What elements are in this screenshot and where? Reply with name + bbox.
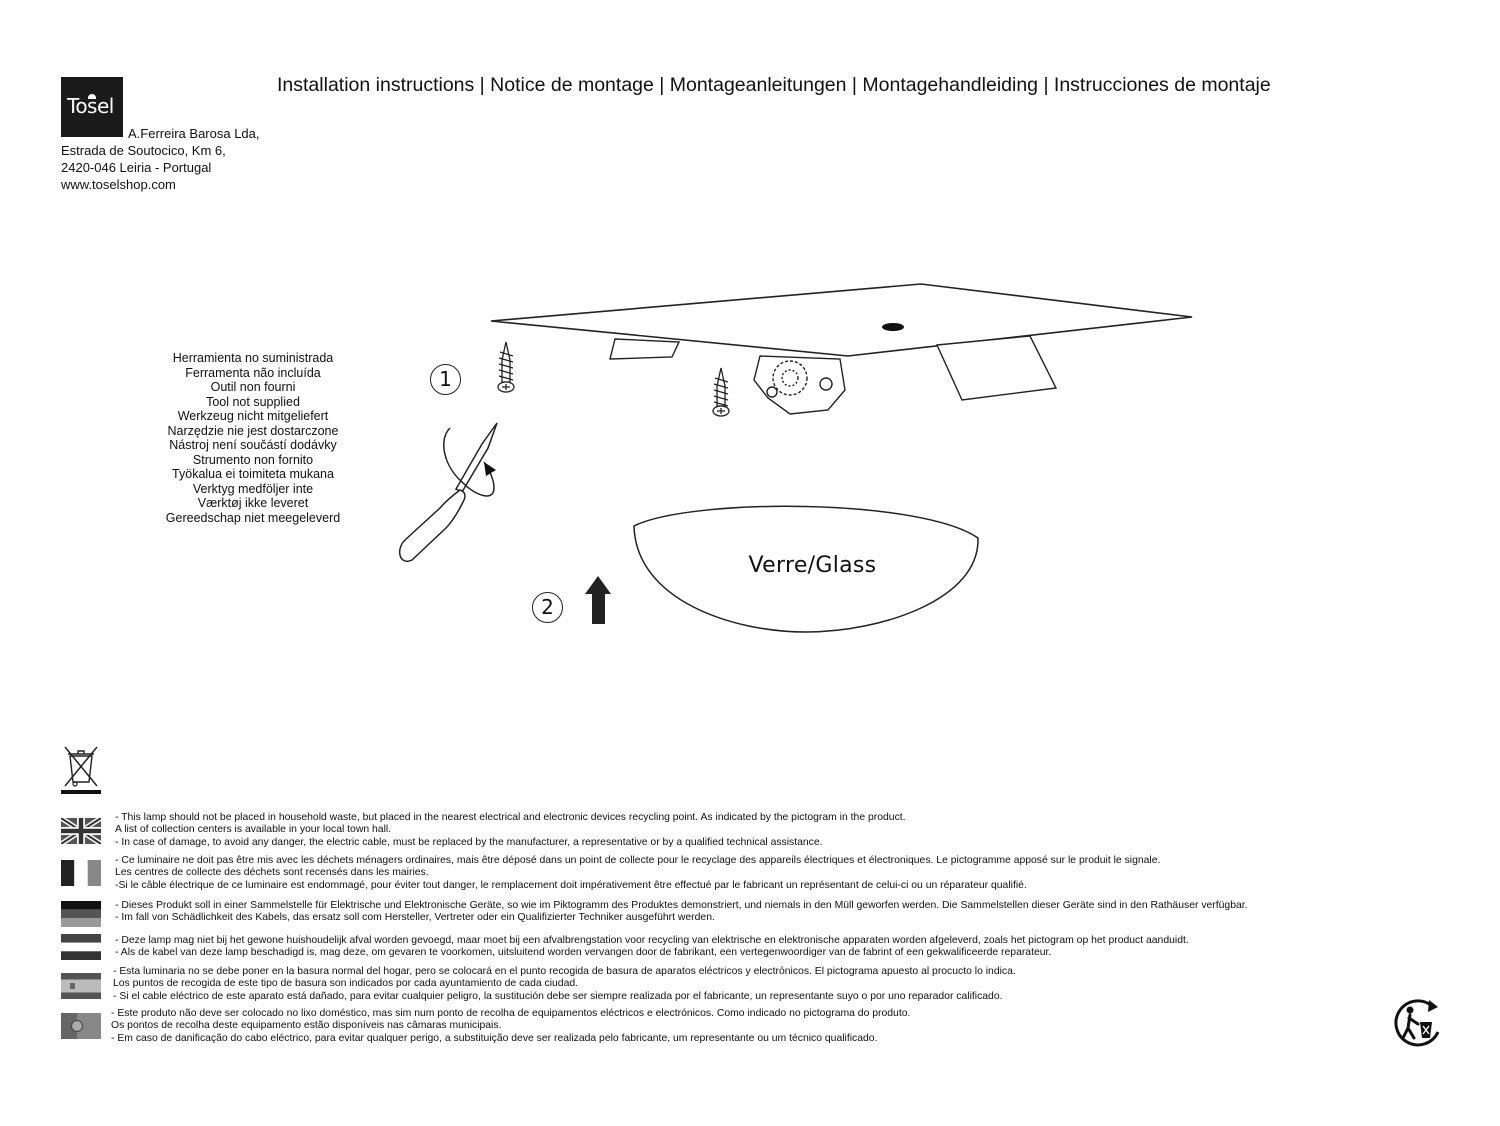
address-line-1: A.Ferreira Barosa Lda, [128,126,260,141]
disposal-nl-line-2: - Als de kabel van deze lamp beschadigd is, mag deze, om gevaren te voorkomen, uitsluitend worden vervangen door de fabrikant, een vertegenwoordiger van de fabrint of een gekwalificeerde reparateur. [115,947,1052,959]
tool-note-de: Werkzeug nicht mitgeliefert [177,409,329,423]
disposal-de-line-2: - Im fall von Schädlichkeit des Kabels, das ersatz soll com Hersteller, Vertreter oder ein Qualifizierter Techniker ausgeführt werden. [115,912,715,924]
page-title: Installation instructions | Notice de montage | Montageanleitungen | Montagehandleiding | Instrucciones de montaje [277,74,1271,96]
tool-note-en: Tool not supplied [206,394,300,409]
address-website: www.toselshop.com [61,177,176,192]
france-flag-icon [61,860,101,886]
spain-flag-icon [61,973,101,999]
step-number-2: 2 [532,592,563,623]
address-line-2: Estrada de Soutocico, Km 6, [61,143,226,158]
tool-note-nl: Gereedschap niet meegeleverd [165,510,341,525]
disposal-text-de [110,900,1248,925]
junction-box [754,356,845,414]
disposal-fr-line-3: -Si le câble électrique de ce luminaire est endommagé, pour éviter tout danger, le remplacement doit impérativement être effectué par le fabricant un représentant de celui-ci ou un réparateur qualifié. [115,879,1027,891]
disposal-nl-line-1: - Deze lamp mag niet bij het gewone huishoudelijk afval worden gevoegd, maar moet bij een afvalbrengstation voor recycling van elektrische en elektronische apparaten worden afgeleverd, zoals het pictogram op het product aanduidt. [115,935,1189,946]
disposal-pt-line-1: - Este produto não deve ser colocado no lixo doméstico, mas sim num ponto de recolha de equipamentos eléctricos e electrónicos. Como indicado no pictograma do produto. [111,1008,911,1019]
tool-note-cs: Nástroj není součástí dodávky [169,438,337,452]
tool-note-sv: Verktyg medföljer inte [192,481,314,496]
logo-text: Tosel [67,94,114,118]
screw-right [713,368,729,416]
disposal-es-line-2: Los puntos de recogida de este tipo de basura son indicados por cada ayuntamiento de cada ciudad. [113,978,579,990]
tool-note-es: Herramienta no suministrada [172,351,334,365]
disposal-es-line-3: - Si el cable eléctrico de este aparato está dañado, para evitar cualquier peligro, la sustitución debe ser siempre realizada por el fabricante, un representante suyo o por uno reparador calificado. [113,990,1003,1002]
disposal-pt-line-2: Os pontos de recolha deste equipamento estão disponíveis nas câmaras municipais. [111,1020,502,1032]
disposal-es-line-1: - Esta luminaria no se debe poner en la basura normal del hogar, pero se colocará en el punto recogida de basura de aparatos eléctricos y electrónicos. El pictograma apuesto al procucto lo indica. [113,966,1016,977]
disposal-fr-line-1: - Ce luminaire ne doit pas être mis avec les déchets ménagers ordinaires, mais être déposé dans un point de collecte pour le recyclage des appareils électriques et électroniques. Le pictogramme apposé sur le produit le signale. [115,855,1161,866]
recycle-person-icon [1392,998,1444,1050]
disposal-fr-line-2: Les centres de collecte des déchets sont recensés dans les mairies. [115,867,429,879]
tool-note-fr: Outil non fourni [210,380,296,394]
disposal-text-fr [110,855,1160,892]
arrow-up-icon [585,576,611,624]
disposal-en-line-2: A list of collection centers is available in your local town hall. [115,824,392,836]
step-number-1: 1 [430,364,461,395]
bracket-left [610,339,679,359]
ceiling-plane [491,284,1192,356]
disposal-pt-line-3: - Em caso de danificação do cabo eléctrico, para evitar qualquer perigo, a substituição deve ser realizada pelo fabricante, um representante ou um técnico qualificado. [111,1032,878,1044]
disposal-text-es [110,966,1016,1003]
tool-note-pl: Narzędzie nie jest dostarczone [167,423,339,438]
screw-left [498,342,514,392]
portugal-flag-icon [61,1013,101,1039]
disposal-text-pt [110,1008,910,1045]
tool-note-pt: Ferramenta não incluída [185,365,321,380]
netherlands-flag-icon [61,934,101,960]
address-line-3: 2420-046 Leiria - Portugal [61,160,212,175]
tool-note-it: Strumento non fornito [192,452,314,467]
tool-note-da: Værktøj ikke leveret [197,496,309,510]
disposal-de-line-1: - Dieses Produkt soll in einer Sammelstelle für Elektrische und Elektronische Geräte, so wie im Piktogramm des Produktes demonstriert, und niemals in den Müll geworfen werden. Die Sammelstellen dieser Geräte sind in den Rathäuser verfügbar. [115,900,1248,911]
screwdriver-icon [400,423,497,561]
germany-flag-icon [61,901,101,927]
bracket-right [937,336,1056,400]
tool-note-fi: Työkalua ei toimiteta mukana [172,467,334,481]
glass-label: Verre/Glass [748,553,877,578]
disposal-en-line-1: - This lamp should not be placed in household waste, but placed in the nearest electrical and electronic devices recycling point. As indicated by the pictogram in the product. [115,812,906,823]
ceiling-hole [882,323,904,331]
uk-flag-icon [61,818,101,844]
disposal-text-en [110,812,906,849]
disposal-en-line-3: - In case of damage, to avoid any danger, the electric cable, must be replaced by the manufacturer, a representative or by a qualified technical assistance. [115,836,823,848]
disposal-text-nl [110,935,1189,960]
crossed-bin-icon [61,744,101,795]
